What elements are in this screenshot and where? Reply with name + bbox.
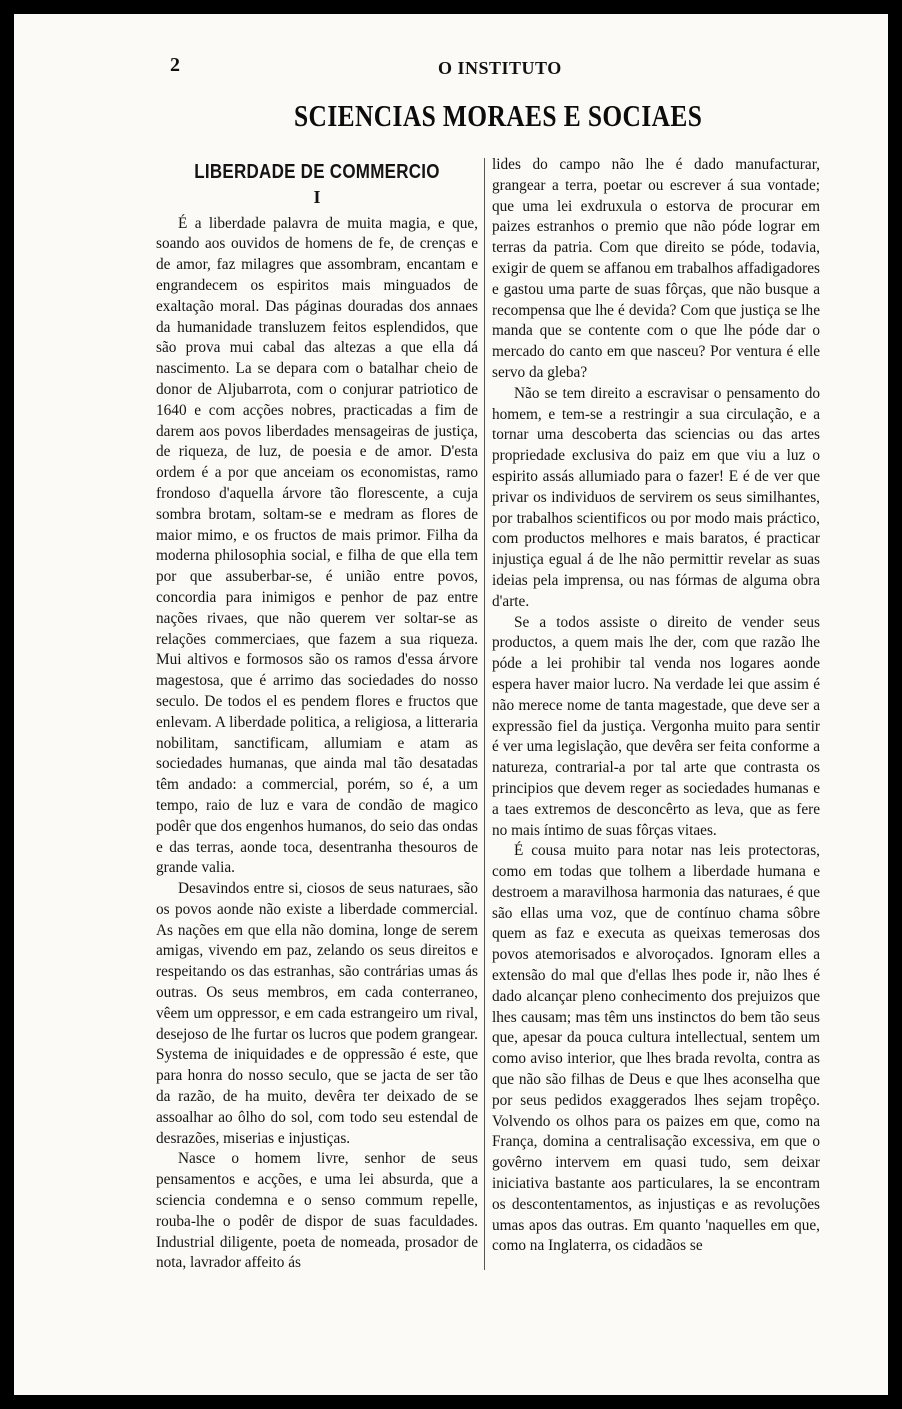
- journal-title: O INSTITUTO: [438, 58, 562, 78]
- paragraph: Desavindos entre si, ciosos de seus naturaes, são os povos aonde não existe a liberdade commercial. As nações em que ella não domina, longe de serem amigas, vivendo em paz, zelando os seus direitos e respeitando os das estranhas, são contrárias umas ás outras. Os seus membros, em cada conterraneo, vêem um oppressor, e em cada estrangeiro um rival, desejoso de lhe furtar os lucros que podem grangear. Systema de iniquidades e de oppressão é este, que para honra do nosso seculo, que se jacta de ser tão da razão, de ha muito, devêra ter deixado de se assoalhar ao ôlho do sol, com todo seu estendal de desrazões, miserias e injustiças.: [156, 880, 478, 1147]
- paragraph: É cousa muito para notar nas leis protectoras, como em todas que tolhem a liberdade humana e destroem a maravilhosa harmonia das naturaes, é que são ellas uma voz, que de contínuo chama sôbre quem as faz e executa as queixas temerosas dos povos atemorisados e alvoroçados. Ignoram elles a extensão do mal que d'ellas lhes pode ir, não lhes é dado alcançar pleno conhecimento dos prejuizos que lhes causam; mas têm uns instinctos do bem tão seus que, apesar da pouca cultura intellectual, sentem um como aviso interior, que lhes brada revolta, contra as que não são filhas de Deus e que lhes aconselha que por seus pedidos exaggerados lhes sejam tropêço. Volvendo os olhos para os paizes em que, como na França, domina a centralisação excessiva, em que o govêrno intervem em quasi tudo, sem deixar iniciativa bastante aos particulares, la se encontram os descontentamentos, as injustiças e as revoluções umas apos das outras. Em quanto 'naquelles em que, como na Inglaterra, os cidadãos se: [492, 842, 820, 1255]
- paragraph: Nasce o homem livre, senhor de seus pensamentos e acções, e uma lei absurda, que a sciencia condemna e o senso commum repelle, rouba-lhe o podêr de dispor de suas faculdades. Industrial diligente, poeta de nomeada, prosador de nota, lavrador affeito ás: [156, 1150, 478, 1272]
- paragraph-continued: lides do campo não lhe é dado manufacturar, grangear a terra, poetar ou escrever á sua vontade; que uma lei exdruxula o estorva de procurar em paizes estranhos o premio que não póde lograr em terras da patria. Com que direito se póde, todavia, exigir de quem se affanou em trabalhos affadigadores e gastou uma parte de suas fôrças, que não busque a recompensa que lhe é devida? Com que justiça se lhe manda que se contente com o que lhe póde dar o mercado do canto em que nasceu? Por ventura é elle servo da gleba?: [492, 156, 820, 381]
- left-column: [156, 154, 478, 1274]
- section-title: SCIENCIAS MORAES E SOCIAES: [294, 98, 703, 133]
- column-divider: [484, 158, 485, 1270]
- newspaper-page: [14, 14, 888, 1395]
- paragraph: Não se tem direito a escravisar o pensamento do homem, e tem-se a restringir a sua circulação, e a tornar uma descoberta das sciencias ou das artes propriedade exclusiva do paiz em que viu a luz o espirito assás allumiado para o fazer! E é de ver que privar os individuos de servirem os seus similhantes, por trabalhos scientificos ou por modo mais práctico, com productos melhores e mais baratos, é practicar injustiça egual á de lhe não permittir revelar as suas ideias pela imprensa, ou nas fórmas de alguma obra d'arte.: [492, 384, 820, 610]
- paragraph: Se a todos assiste o direito de vender seus productos, a quem mais lhe der, com que razão lhe póde a lei prohibir tal venda nos logares aonde espera haver maior lucro. Na verdade lei que assim é não merece nome de tanta magestade, que deve ser a expressão fiel da justiça. Vergonha muito para sentir é ver uma legislação, que devêra ser feita conforme a natureza, contrarial-a por tal arte que contrasta os principios que devem reger as sociedades humanas e a taes extremos de desconcêrto as leva, que as fere no mais íntimo de suas fôrças vitaes.: [492, 613, 820, 839]
- article-part-number: I: [313, 186, 321, 207]
- article-title: LIBERDADE DE COMMERCIO: [194, 161, 440, 183]
- paragraph: É a liberdade palavra de muita magia, e que, soando aos ouvidos de homens de fe, de crenças e de amor, faz milagres que assombram, encantam e engrandecem os espiritos mais minguados de exaltação moral. Das páginas douradas dos annaes da humanidade transluzem feitos esplendidos, que são prova mui cabal das altezas a que ella dá nascimento. La se depara com o batalhar cheio de donor de Aljubarrota, com o conjurar patriotico de 1640 e com acções nobres, practicadas a fim de darem aos povos liberdades mensageiras de justiça, de riqueza, de luz, de poesia e de amor. D'esta ordem é a por que anceiam os economistas, ramo frondoso d'aquella árvore tão florescente, a cuja sombra brotam, soltam-se e medram as flores de maior mimo, e os fructos de mais primor. Filha da moderna philosophia social, e filha de que ella tem por que assuberbar-se, é união entre povos, concordia para inimigos e penhor de paz entre nações rivaes, que não querem ver soltar-se as relações commerciaes, que fazem a sua riqueza. Mui altivos e formosos são os ramos d'essa árvore magestosa, que é arrimo das sociedades do nosso seculo. De todos el es pendem flores e fructos que enlevam. A liberdade politica, a religiosa, a litteraria nobilitam, sanctificam, allumiam e atam as sociedades humanas, que ainda mal tão desatadas têm andado: a commercial, porém, so é, a um tempo, raio de luz e vara de condão de magico podêr que dos engenhos humanos, do seio das ondas e das terras, aonde toca, desentranha thesouros de grande valia.: [156, 214, 478, 877]
- page-number: 2: [170, 54, 180, 76]
- right-column: [492, 155, 820, 1257]
